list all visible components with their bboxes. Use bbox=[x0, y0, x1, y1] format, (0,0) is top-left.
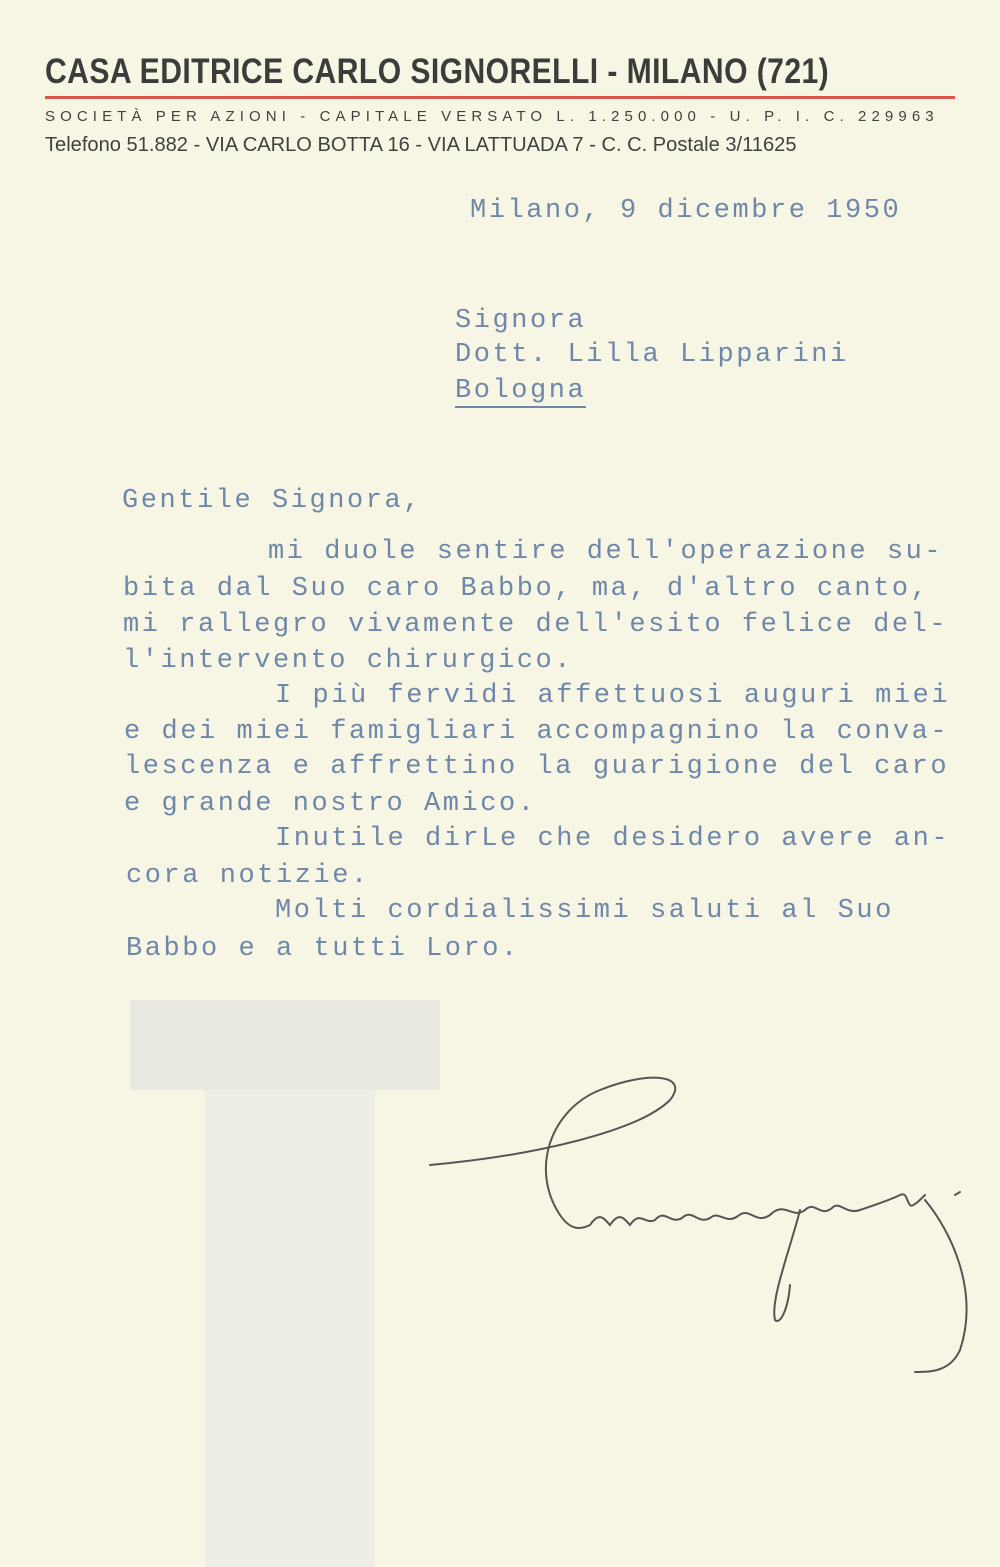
letterhead-title: CASA EDITRICE CARLO SIGNORELLI - MILANO (721) bbox=[45, 52, 830, 91]
letterhead-rule bbox=[45, 96, 955, 99]
body-line: e dei miei famigliari accompagnino la conva- bbox=[124, 717, 950, 747]
scan-shadow bbox=[130, 1000, 440, 1090]
letterhead-company-info: SOCIETÀ PER AZIONI - CAPITALE VERSATO L. 1.250.000 - U. P. I. C. 229963 bbox=[45, 108, 939, 125]
date-line: Milano, 9 dicembre 1950 bbox=[470, 196, 902, 226]
recipient-name: Dott. Lilla Lipparini bbox=[455, 340, 849, 370]
body-line: l'intervento chirurgico. bbox=[123, 646, 574, 676]
signature bbox=[420, 1060, 980, 1380]
body-line: mi rallegro vivamente dell'esito felice del- bbox=[123, 610, 949, 640]
body-line: e grande nostro Amico. bbox=[124, 789, 537, 819]
recipient-title: Signora bbox=[455, 306, 587, 336]
body-line: bita dal Suo caro Babbo, ma, d'altro canto, bbox=[123, 574, 930, 604]
body-line: Babbo e a tutti Loro. bbox=[126, 934, 520, 964]
body-line: Inutile dirLe che desidero avere an- bbox=[275, 824, 951, 854]
salutation: Gentile Signora, bbox=[122, 486, 423, 516]
body-line: cora notizie. bbox=[126, 861, 370, 891]
recipient-city: Bologna bbox=[455, 376, 587, 406]
body-line: mi duole sentire dell'operazione su- bbox=[268, 537, 944, 567]
body-line: Molti cordialissimi saluti al Suo bbox=[275, 896, 894, 926]
scan-shadow bbox=[205, 1090, 375, 1567]
body-line: lescenza e affrettino la guarigione del caro bbox=[124, 752, 950, 782]
body-line: I più fervidi affettuosi auguri miei bbox=[275, 681, 951, 711]
letterhead-contact-info: Telefono 51.882 - VIA CARLO BOTTA 16 - VIA LATTUADA 7 - C. C. Postale 3/11625 bbox=[45, 133, 797, 156]
